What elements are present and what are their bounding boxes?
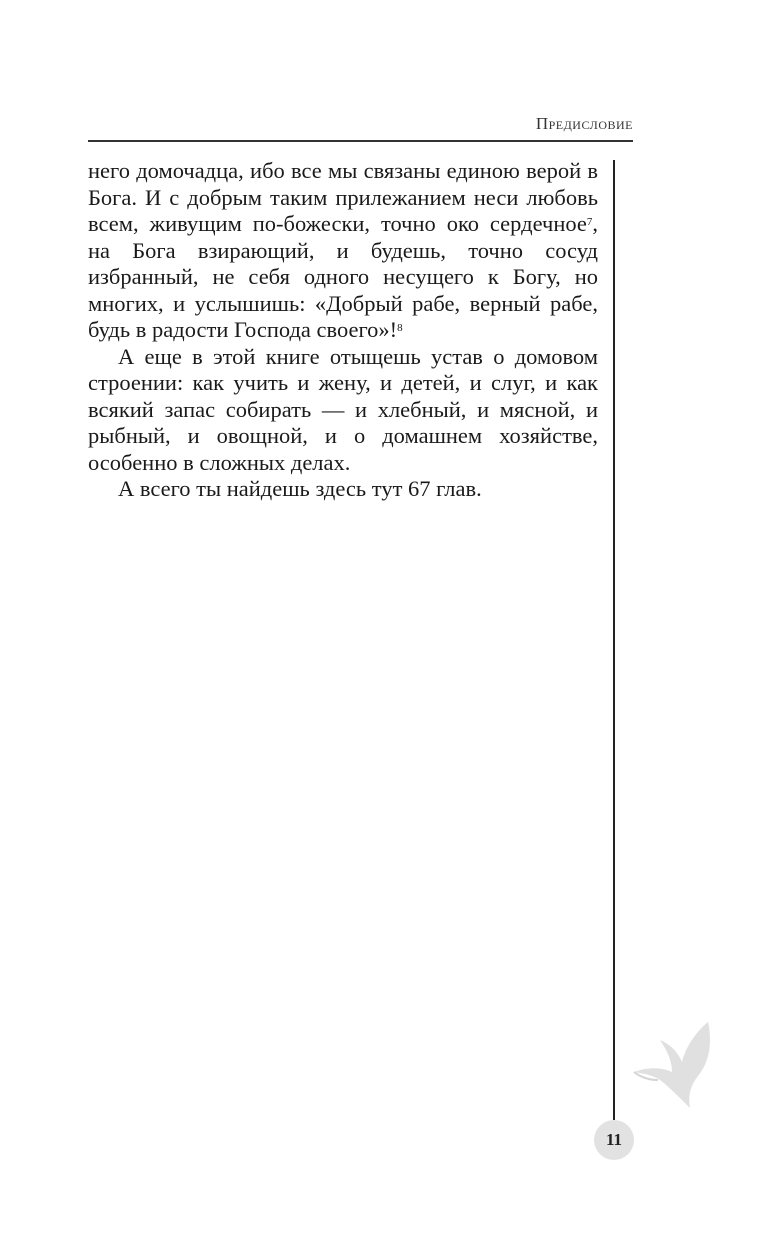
header-rule — [88, 140, 633, 142]
paragraph-3: А всего ты найдешь здесь тут 67 глав. — [118, 476, 482, 501]
running-head: Предисловие — [535, 114, 633, 133]
footnote-ref-8[interactable]: 8 — [397, 322, 403, 334]
paragraph-1-text-a: него домочадца, ибо все мы связаны единою верой в Бога. И с добрым таким прилежанием неси любовь всем, живущим по-божески, точно око сердечное — [88, 158, 598, 236]
footnote-ref-7[interactable]: 7 — [586, 216, 593, 228]
dove-icon — [628, 1018, 718, 1112]
page-number: 11 — [594, 1120, 634, 1160]
paragraph-1-text-b: , на Бога взирающий, и будешь, точно сосуд избранный, не себя одного несущего к Богу, но многих, и услышишь: «Добрый рабе, верный рабе, будь в радости Господа своего»! — [88, 211, 598, 342]
paragraph-1 — [88, 158, 598, 344]
side-rule — [613, 160, 615, 1120]
text-block — [88, 158, 598, 503]
paragraph-2: А еще в этой книге отыщешь устав о домовом строении: как учить и жену, и детей, и слуг, и как всякий запас собирать — и хлебный, и мясной, и рыбный, и овощной, и о домашнем хозяйстве, особенно в сложных делах. — [88, 343, 598, 475]
